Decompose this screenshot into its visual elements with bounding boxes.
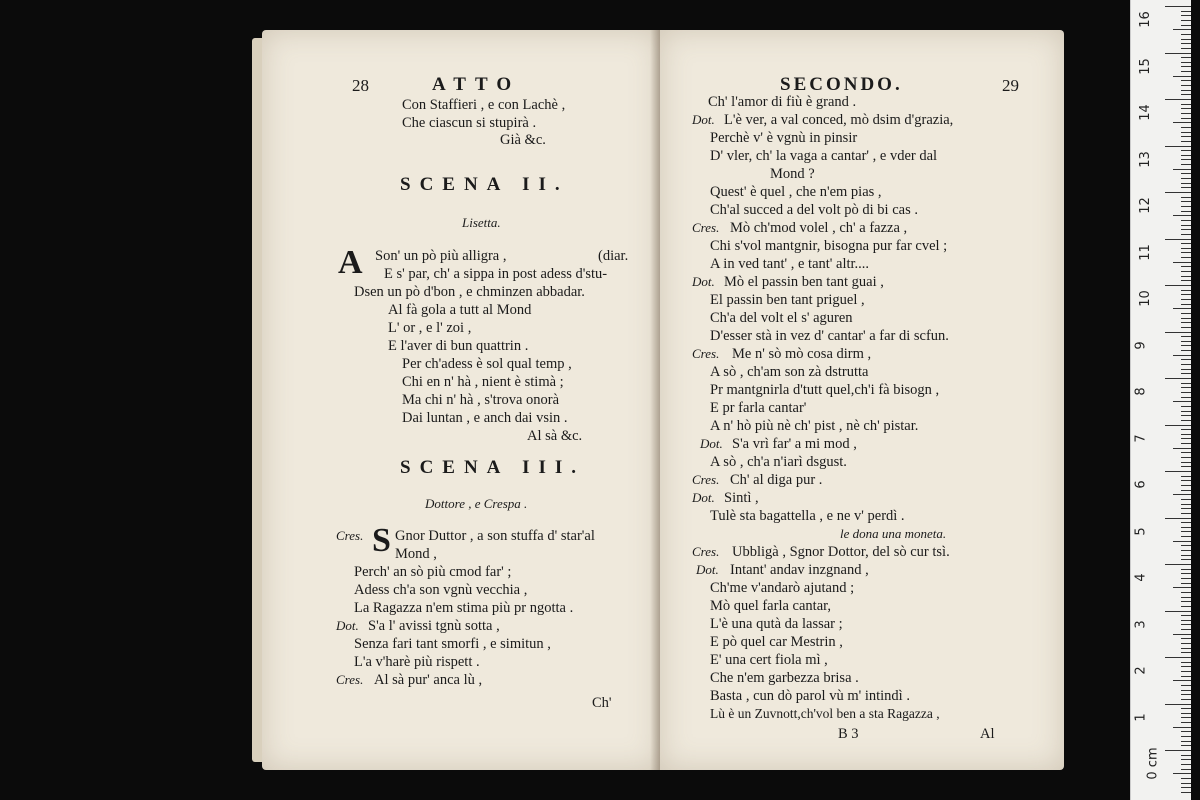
character-name: Lisetta. [462,215,501,230]
scene-heading: SCENA II. [400,174,569,195]
ruler-tick [1181,638,1191,639]
ruler-tick [1181,252,1191,253]
ruler-tick [1181,359,1191,360]
ruler-tick [1181,39,1191,40]
scene-heading: SCENA III. [400,457,586,478]
right-page [660,30,1064,770]
ruler-tick [1181,783,1191,784]
ruler-tick [1181,345,1191,346]
text-line: Me n' sò mò cosa dirm , [732,346,872,362]
ruler-tick [1173,448,1191,449]
ruler-tick [1165,471,1191,472]
ruler-tick [1181,327,1191,328]
drop-cap: S [372,522,391,559]
ruler-tick [1181,527,1191,528]
ruler-number: 6 [1133,480,1149,489]
ruler-tick [1181,225,1191,226]
text-line: E l'aver di bun quattrin . [388,338,529,354]
text-line: Con Staffieri , e con Lachè , [402,97,566,113]
ruler-tick [1181,536,1191,537]
ruler-tick [1181,624,1191,625]
ruler-number: 14 [1137,104,1153,121]
ruler-tick [1181,778,1191,779]
text-line: Lù è un Zuvnott,ch'vol ben a sta Ragazza , [710,706,940,721]
ruler-tick [1181,606,1191,607]
text-line: La Ragazza n'em stima più pr ngotta . [354,600,574,616]
ruler-tick [1181,387,1191,388]
ruler-tick [1173,169,1191,170]
ruler-tick [1181,159,1191,160]
text-line: Mò el passin ben tant guai , [724,274,884,290]
ruler-tick [1181,769,1191,770]
ruler-tick [1181,155,1191,156]
ruler-tick [1181,457,1191,458]
text-line: Che n'em garbezza brisa . [710,670,859,686]
ruler-tick [1181,118,1191,119]
speaker-abbrev: Cres. [692,220,720,235]
text-line: E' una cert fiola mì , [710,652,828,668]
ruler-number: 15 [1137,57,1153,75]
ruler-tick [1181,569,1191,570]
speaker-abbrev: Dot. [700,436,723,451]
text-line: E pò quel car Mestrin , [710,634,843,650]
ruler-tick [1181,304,1191,305]
text-line: Ch' al diga pur . [730,472,823,488]
text-line: A in ved tant' , e tant' altr.... [710,256,870,272]
ruler-tick [1181,197,1191,198]
ruler-tick [1181,318,1191,319]
text-line: S'a vrì far' a mi mod , [732,436,857,452]
ruler-tick [1181,550,1191,551]
ruler-tick [1181,229,1191,230]
text-line: Senza fari tant smorfi , e simitun , [354,636,551,652]
ruler-tick [1181,438,1191,439]
text-line: Al sà pur' anca lù , [374,672,483,688]
ruler-tick [1165,704,1191,705]
ruler-tick [1173,587,1191,588]
ruler-tick [1181,499,1191,500]
ruler-tick [1181,699,1191,700]
ruler-tick [1181,434,1191,435]
ruler-number: 16 [1137,11,1153,28]
speaker-abbrev: Cres. [336,528,364,543]
speaker-abbrev: Cres. [692,544,720,559]
ruler-tick [1181,466,1191,467]
ruler-tick [1181,164,1191,165]
text-line: Ma chi n' hà , s'trova onorà [402,392,560,408]
text-line: Mond , [395,546,437,562]
text-line: Mond ? [770,166,815,182]
text-line: Al fà gola a tutt al Mond [388,302,532,318]
ruler-tick [1181,206,1191,207]
ruler-tick [1181,392,1191,393]
text-line: Ch'me v'andarò ajutand ; [710,580,855,596]
ruler-tick [1181,573,1191,574]
ruler-tick [1181,280,1191,281]
character-names: Dottore , e Crespa . [425,496,528,511]
ruler-tick [1181,741,1191,742]
ruler-tick [1181,759,1191,760]
catchword: Al [980,726,995,742]
ruler-number: 8 [1133,387,1149,396]
ruler-tick [1181,411,1191,412]
open-book [252,30,1064,770]
ruler-tick [1173,773,1191,774]
text-line: Che ciascun si stupirà . [402,115,537,131]
ruler-tick [1181,290,1191,291]
ruler-tick [1173,494,1191,495]
text-line: Per ch'adess è sol qual temp , [402,356,572,372]
speaker-abbrev: Cres. [336,672,364,687]
ruler-number: 5 [1133,526,1149,536]
speaker-abbrev: Cres. [692,346,720,361]
ruler-tick [1165,378,1191,379]
ruler-tick [1165,239,1191,240]
ruler-tick [1181,671,1191,672]
ruler-tick [1173,634,1191,635]
ruler-tick [1181,583,1191,584]
ruler-tick [1165,564,1191,565]
ruler-number: 2 [1133,666,1149,675]
ruler-tick [1181,201,1191,202]
text-line: A sò , ch'a n'iarì dsgust. [710,454,847,470]
ruler-tick [1181,243,1191,244]
page-number: 29 [1002,76,1019,95]
ruler-tick [1181,485,1191,486]
ruler-tick [1181,490,1191,491]
ruler-tick [1181,57,1191,58]
ruler-tick [1181,173,1191,174]
ruler-tick [1181,48,1191,49]
ruler-tick [1181,620,1191,621]
ruler-tick [1181,299,1191,300]
ruler-tick [1181,522,1191,523]
ruler-tick [1173,262,1191,263]
ruler-tick [1181,462,1191,463]
ruler-tick [1181,685,1191,686]
ruler-tick [1181,559,1191,560]
ruler-tick [1181,662,1191,663]
ruler-tick [1181,787,1191,788]
ruler-tick [1173,401,1191,402]
text-line: Tulè sta bagattella , e ne v' perdì . [710,508,905,524]
ruler-tick [1181,350,1191,351]
speaker-abbrev: Dot. [692,490,715,505]
ruler-tick [1181,694,1191,695]
text-line: Sintì , [724,490,759,506]
ruler-tick [1181,80,1191,81]
text-line: Ch'a del volt el s' aguren [710,310,853,326]
ruler-tick [1165,192,1191,193]
drop-cap: A [338,244,363,281]
speaker-abbrev: Dot. [696,562,719,577]
ruler-tick [1181,531,1191,532]
ruler-tick [1181,294,1191,295]
ruler-tick [1181,373,1191,374]
text-line: Già &c. [500,132,546,148]
ruler-tick [1181,792,1191,793]
text-line: Ch'al succed a del volt pò di bi cas . [710,202,918,218]
signature-mark: B 3 [838,726,859,742]
ruler-tick [1173,215,1191,216]
text-line: D' vler, ch' la vaga a cantar' , e vder dal [710,148,938,164]
ruler-tick [1181,764,1191,765]
ruler-tick [1181,62,1191,63]
ruler-tick [1181,178,1191,179]
ruler-tick [1181,341,1191,342]
text-line: D'esser stà in vez d' cantar' a far di scfun. [710,328,949,344]
ruler-tick [1165,99,1191,100]
text-line: Intant' andav inzgnand , [730,562,869,578]
ruler-tick [1181,629,1191,630]
ruler-tick [1181,480,1191,481]
ruler-tick [1181,234,1191,235]
ruler-number: 9 [1133,340,1149,350]
speaker-abbrev: Dot. [692,274,715,289]
text-line: A n' hò più nè ch' pist , nè ch' pistar. [710,418,919,434]
ruler-tick [1173,355,1191,356]
ruler-tick [1181,211,1191,212]
ruler-tick [1173,308,1191,309]
ruler-tick [1181,731,1191,732]
ruler-tick [1181,406,1191,407]
ruler-tick [1181,545,1191,546]
ruler-tick [1181,34,1191,35]
text-line: Pr mantgnirla d'tutt quel,ch'i fà bisogn , [710,382,940,398]
ruler-tick [1181,11,1191,12]
ruler-tick [1173,29,1191,30]
ruler-tick [1181,127,1191,128]
ruler-tick [1181,136,1191,137]
ruler-tick [1181,555,1191,556]
ruler-tick [1165,53,1191,54]
ruler-tick [1181,71,1191,72]
text-line: Al sà &c. [527,428,583,444]
text-line: Mò ch'mod volel , ch' a fazza , [730,220,908,236]
text-line: E s' par, ch' a sippa in post adess d'stu- [384,266,608,282]
text-line: L' or , e l' zoi , [388,320,472,336]
ruler-tick [1181,601,1191,602]
ruler-tick [1165,750,1191,751]
ruler-tick [1181,508,1191,509]
ruler-tick [1181,504,1191,505]
ruler-number: 13 [1137,150,1153,168]
ruler-tick [1165,332,1191,333]
text-line: Ubbligà , Sgnor Dottor, del sò cur tsì. [732,544,950,560]
text-line: Perchè v' è vgnù in pinsir [710,130,858,146]
ruler-tick [1181,313,1191,314]
ruler-tick [1165,146,1191,147]
ruler-tick [1181,183,1191,184]
ruler-tick [1181,420,1191,421]
ruler-tick [1181,722,1191,723]
ruler-tick [1181,276,1191,277]
ruler-tick [1173,122,1191,123]
ruler-tick [1181,141,1191,142]
ruler-tick [1181,25,1191,26]
text-line: Perch' an sò più cmod far' ; [354,564,512,580]
text-line: (diar. [598,248,629,264]
ruler-tick [1181,248,1191,249]
ruler-tick [1181,443,1191,444]
ruler-tick [1181,676,1191,677]
text-line: Adess ch'a son vgnù vecchia , [354,582,528,598]
ruler-tick [1181,364,1191,365]
ruler-tick [1181,666,1191,667]
ruler-tick [1181,745,1191,746]
ruler-tick [1181,452,1191,453]
ruler-tick [1181,271,1191,272]
ruler-number: 3 [1133,619,1149,629]
ruler-tick [1181,592,1191,593]
ruler-tick [1181,615,1191,616]
ruler-number: 11 [1137,243,1153,261]
ruler-tick [1173,541,1191,542]
ruler-tick [1181,94,1191,95]
ruler-tick [1181,597,1191,598]
speaker-abbrev: Cres. [692,472,720,487]
ruler-tick [1181,85,1191,86]
ruler-tick [1181,708,1191,709]
ruler-tick [1181,90,1191,91]
stage-direction: le dona una moneta. [840,526,947,541]
text-line: Son' un pò più alligra , [375,248,507,264]
ruler-tick [1181,578,1191,579]
ruler-tick [1181,690,1191,691]
text-line: Ch' l'amor di fiù è grand . [708,94,857,110]
ruler-tick [1181,415,1191,416]
ruler-tick [1165,657,1191,658]
ruler-number: 7 [1133,433,1149,443]
ruler-tick [1181,43,1191,44]
ruler-number: 12 [1137,197,1153,214]
page-number: 28 [352,76,369,95]
ruler-tick [1181,429,1191,430]
ruler-number: 0 cm [1145,747,1161,780]
ruler-tick [1181,336,1191,337]
ruler-tick [1181,187,1191,188]
ruler-tick [1181,220,1191,221]
ruler-tick [1181,648,1191,649]
text-line: Mò quel farla cantar, [710,598,831,614]
text-line: Chi s'vol mantgnir, bisogna pur far cvel ; [710,238,948,254]
ruler-tick [1181,104,1191,105]
speaker-abbrev: Dot. [336,618,359,633]
ruler-tick [1165,285,1191,286]
ruler-tick [1173,76,1191,77]
ruler-tick [1181,383,1191,384]
text-line: S'a l' avissi tgnù sotta , [368,618,500,634]
ruler-tick [1181,717,1191,718]
ruler-tick [1165,518,1191,519]
text-line: Dsen un pò d'bon , e chminzen abbadar. [354,284,585,300]
text-line: Dai luntan , e anch dai vsin . [402,410,568,426]
ruler-tick [1181,513,1191,514]
running-head: SECONDO. [780,74,903,95]
ruler-tick [1181,20,1191,21]
ruler-tick [1181,736,1191,737]
ruler-tick [1165,611,1191,612]
speaker-abbrev: Dot. [692,112,715,127]
text-line: L'a v'harè più rispett . [354,654,480,670]
measuring-ruler [1130,0,1191,800]
ruler-tick [1181,257,1191,258]
ruler-tick [1181,643,1191,644]
ruler-tick [1181,266,1191,267]
text-line: Chi en n' hà , nient è stimà ; [402,374,564,390]
catchword: Ch' [592,695,612,711]
text-line: E pr farla cantar' [710,400,807,416]
ruler-number: 4 [1133,573,1149,582]
ruler-tick [1181,113,1191,114]
ruler-tick [1165,425,1191,426]
left-page [262,30,660,770]
ruler-number: 10 [1137,290,1153,307]
text-line: Basta , cun dò parol vù m' intindì . [710,688,910,704]
running-head: ATTO [432,74,521,95]
ruler-tick [1181,476,1191,477]
ruler-tick [1181,755,1191,756]
ruler-tick [1181,15,1191,16]
ruler-tick [1181,322,1191,323]
ruler-tick [1181,369,1191,370]
text-line: Quest' è quel , che n'em pias , [710,184,882,200]
ruler-tick [1181,397,1191,398]
ruler-tick [1165,6,1191,7]
ruler-tick [1181,66,1191,67]
ruler-tick [1181,713,1191,714]
text-line: L'è una qutà da lassar ; [710,616,843,632]
text-line: L'è ver, a val conced, mò dsim d'grazia, [724,112,954,128]
ruler-tick [1181,652,1191,653]
ruler-number: 1 [1133,712,1149,722]
ruler-tick [1173,680,1191,681]
ruler-tick [1181,132,1191,133]
text-line: A sò , ch'am son zà dstrutta [710,364,869,380]
ruler-tick [1181,108,1191,109]
ruler-tick [1173,727,1191,728]
ruler-tick [1181,150,1191,151]
text-line: Gnor Duttor , a son stuffa d' star'al [395,528,595,544]
text-line: El passin ben tant priguel , [710,292,865,308]
